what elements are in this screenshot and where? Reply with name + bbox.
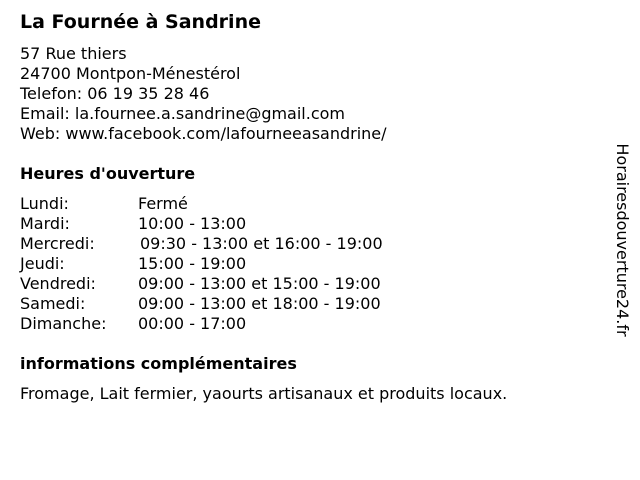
hours-heading: Heures d'ouverture [20,164,196,183]
day-label: Dimanche: [20,314,107,333]
day-label: Mercredi: [20,234,95,253]
web-line: Web: www.facebook.com/lafourneeasandrine/ [20,124,387,143]
day-label: Samedi: [20,294,86,313]
day-hours: 10:00 - 13:00 [138,214,247,233]
day-label: Lundi: [20,194,69,213]
day-hours: 09:30 - 13:00 et 16:00 - 19:00 [140,234,383,253]
email-line: Email: la.fournee.a.sandrine@gmail.com [20,104,346,123]
day-hours: Fermé [138,194,188,213]
day-label: Mardi: [20,214,70,233]
day-hours: 00:00 - 17:00 [138,314,247,333]
address-city: 24700 Montpon-Ménestérol [20,64,241,83]
phone-line: Telefon: 06 19 35 28 46 [20,84,210,103]
info-heading: informations complémentaires [20,354,297,373]
site-watermark: Horairesdouverture24.fr [613,143,632,337]
address-street: 57 Rue thiers [20,44,127,63]
day-hours: 15:00 - 19:00 [138,254,247,273]
day-label: Jeudi: [20,254,65,273]
day-label: Vendredi: [20,274,96,293]
day-hours: 09:00 - 13:00 et 15:00 - 19:00 [138,274,381,293]
business-title: La Fournée à Sandrine [20,11,261,33]
contact-block [20,44,387,144]
info-text: Fromage, Lait fermier, yaourts artisanaux et produits locaux. [20,384,508,403]
day-hours: 09:00 - 13:00 et 18:00 - 19:00 [138,294,381,313]
